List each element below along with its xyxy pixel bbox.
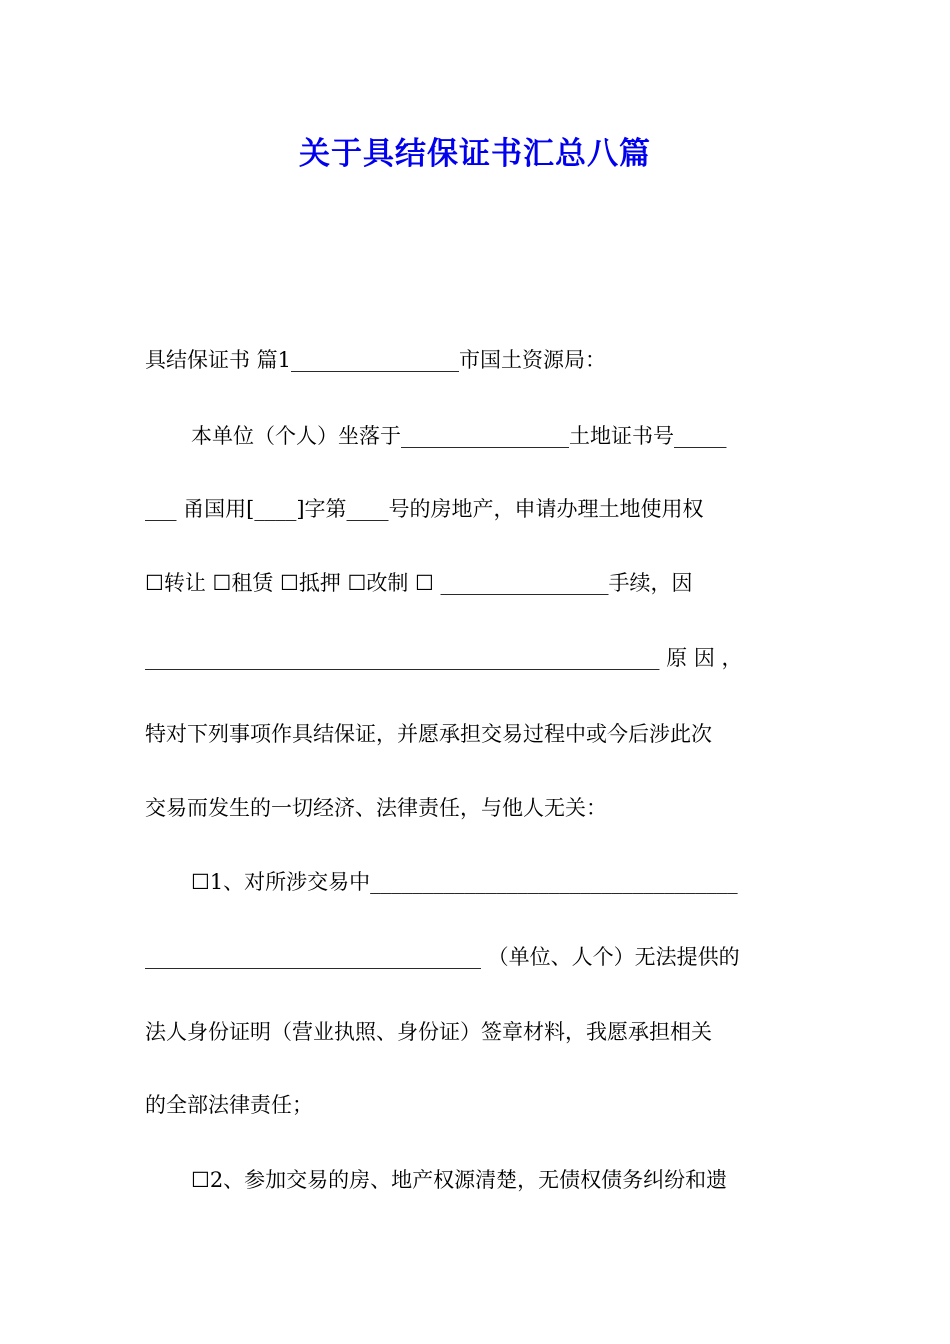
body-line: ☐2、参加交易的房、地产权源清楚，无债权债务纠纷和遗 (191, 1168, 728, 1192)
body-line: 法人身份证明（营业执照、身份证）签章材料，我愿承担相关 (145, 1020, 712, 1044)
body-line: _________________________________________________ 原 因 ， (145, 646, 743, 670)
body-line: ________________________________ （单位、人个）无法提供的 (145, 945, 740, 969)
body-line: 的全部法律责任； (145, 1093, 313, 1117)
body-line: ☐1、对所涉交易中___________________________________ (191, 870, 738, 894)
body-line: 交易而发生的一切经济、法律责任，与他人无关： (145, 796, 607, 820)
body-line: ___ 甬国用[____]字第____号的房地产，申请办理土地使用权 (145, 497, 704, 521)
body-line: 特对下列事项作具结保证，并愿承担交易过程中或今后涉此次 (145, 722, 712, 746)
document-title: 关于具结保证书汇总八篇 (299, 136, 651, 172)
body-line: ☐转让 ☐租赁 ☐抵押 ☐改制 ☐ ________________手续，因 (145, 571, 693, 595)
body-line: 本单位（个人）坐落于________________土地证书号_____ (191, 424, 727, 448)
body-line: 具结保证书 篇1________________市国土资源局： (145, 348, 607, 372)
